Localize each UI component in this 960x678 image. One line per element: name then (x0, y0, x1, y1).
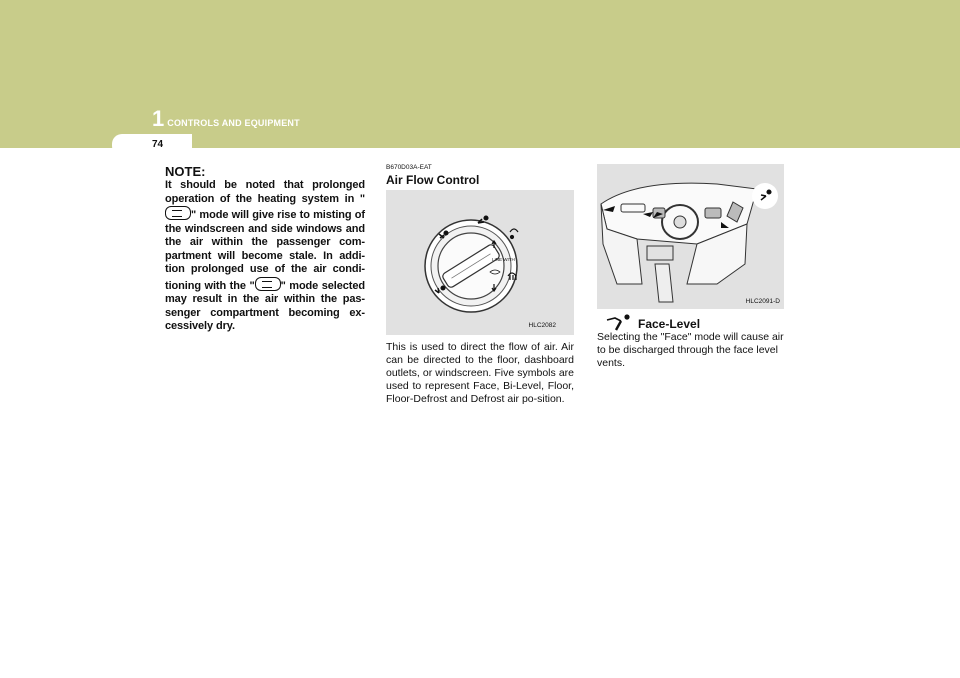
air-flow-section (386, 164, 574, 187)
figure-caption: HLC2082 (528, 322, 556, 329)
note-block (165, 165, 365, 334)
figure-caption: HLC2091-D (745, 298, 780, 305)
air-flow-knob-illustration (386, 190, 574, 335)
face-level-heading: Face-Level (638, 317, 701, 331)
note-text-2: " mode will give rise to misting of the windscreen and side windows and the air within the passenger com-partment will become stale. In addi-tion prolonged use of the air condi-tioning with the " (165, 209, 365, 292)
section-code: B670D03A-EAT (386, 164, 432, 171)
page-number: 74 (152, 139, 164, 150)
dashboard-illustration (597, 164, 784, 309)
dashboard-figure (597, 164, 784, 309)
air-flow-knob-figure (386, 190, 574, 335)
face-mode-icon (605, 313, 635, 331)
knob-label: LINE WITH (492, 257, 515, 262)
chapter-number: 1 (152, 106, 165, 131)
header-band (0, 0, 960, 148)
note-text-3: " mode selected may result in the air within the pas-senger compartment becoming ex-cessively dry. (165, 279, 365, 332)
section-heading: Air Flow Control (386, 173, 480, 187)
note-text-1: It should be noted that prolonged operation of the heating system in " (165, 179, 365, 205)
floor-defrost-mode-icon (510, 229, 518, 239)
note-text (165, 179, 365, 334)
recirculation-icon (255, 277, 281, 291)
note-heading: NOTE: (165, 164, 206, 179)
air-flow-description: This is used to direct the flow of air. Air can be directed to the floor, dashboard outlets, or windscreen. Five symbols are used to represent Face, Bi-Level, Floor, Floor-Defrost and Defrost air po-sition. (386, 341, 574, 405)
face-level-description: Selecting the "Face" mode will cause air to be discharged through the face level vents. (597, 331, 784, 369)
chapter-header (152, 108, 300, 130)
chapter-title: CONTROLS AND EQUIPMENT (167, 118, 300, 128)
recirculation-icon (165, 206, 191, 220)
face-level-title (597, 313, 784, 331)
